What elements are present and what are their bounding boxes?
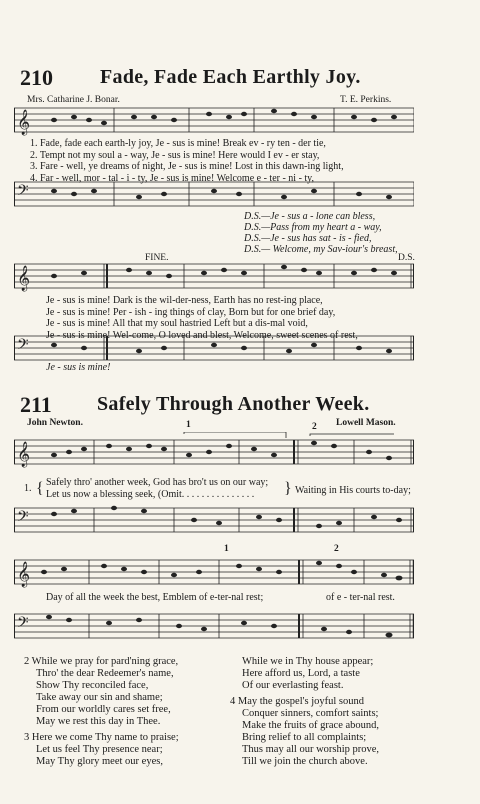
hymn-210-refrain-tail: Je - sus is mine! xyxy=(46,362,111,373)
hymn-210-stanza-line-3: 3. Fare - well, ye dreams of night, Je - sus is mine! Lost in this dawn-ing light, xyxy=(30,161,344,172)
stanza-line: Let us feel Thy presence near; xyxy=(36,744,163,755)
stanza-line: May Thy glory meet our eyes, xyxy=(36,756,163,767)
svg-text:𝄢: 𝄢 xyxy=(17,182,29,202)
hymn-211-title: Safely Through Another Week. xyxy=(97,393,370,415)
stanza-line: Thro' the dear Redeemer's name, xyxy=(36,668,174,679)
hymn-210-ds-line-4: D.S.— Welcome, my Sav-iour's breast, xyxy=(244,244,398,255)
svg-text:𝄞: 𝄞 xyxy=(17,265,31,290)
second-line-ending-1-label: 1 xyxy=(224,544,229,554)
svg-text:𝄢: 𝄢 xyxy=(17,336,29,356)
ds-label: D.S. xyxy=(398,253,415,263)
svg-text:𝄞: 𝄞 xyxy=(17,561,31,586)
hymn-210-stanza-line-2: 2. Tempt not my soul a - way, Je - sus is mine! Here would I ev - er stay, xyxy=(30,149,320,161)
hymn-210-bass-staff-2 xyxy=(14,333,414,363)
stanza-line: 2 While we pray for pard'ning grace, xyxy=(24,656,179,667)
hymn-210-treble-staff-1 xyxy=(14,104,414,138)
hymn-210-ds-line-2: D.S.—Pass from my heart a - way, xyxy=(244,222,382,233)
stanzas-right-column xyxy=(230,656,379,768)
stanzas-left-column xyxy=(24,656,179,768)
svg-text:𝄢: 𝄢 xyxy=(17,508,29,528)
hymn-210-treble-staff-2 xyxy=(14,260,414,294)
hymn-210-stanza-line-4: 4. Far - well, mor - tal - i - ty, Je - sus is mine! Welcome e - ter - ni - ty, xyxy=(30,172,315,184)
hymn-211-line-a: Safely thro' another week, God has bro't us on our way; xyxy=(46,477,269,488)
hymn-211-line-b-tail: Waiting in His courts to-day; xyxy=(295,485,411,496)
hymn-210-title: Fade, Fade Each Earthly Joy. xyxy=(100,66,361,88)
left-brace-icon: { xyxy=(36,480,44,497)
hymn-210-bass-staff-1 xyxy=(14,178,414,212)
svg-text:𝄢: 𝄢 xyxy=(17,614,29,634)
hymn-210-ds-line-1: D.S.—Je - sus a - lone can bless, xyxy=(244,211,376,222)
hymn-210-refrain-line-2: Je - sus is mine! Per - ish - ing things of clay, Born but for one brief day, xyxy=(46,306,336,318)
second-ending-label: 2 xyxy=(312,422,317,432)
stanza-line: Here afford us, Lord, a taste xyxy=(242,668,360,679)
stanza-line: Thus may all our worship prove, xyxy=(242,744,380,755)
hymn-211-treble-staff-1 xyxy=(14,432,414,476)
hymn-211-line-c: Day of all the week the best, Emblem of e-ter-nal rest; xyxy=(46,592,264,603)
right-brace-icon: } xyxy=(284,480,292,497)
fine-label: FINE. xyxy=(145,253,169,263)
hymn-211-bass-staff-1 xyxy=(14,500,414,540)
stanza-line: Show Thy reconciled face, xyxy=(36,680,149,691)
stanza-line: 4 May the gospel's joyful sound xyxy=(230,696,365,707)
stanza-line: May we rest this day in Thee. xyxy=(36,716,161,727)
hymn-211-author: John Newton. xyxy=(27,418,83,428)
svg-text:𝄞: 𝄞 xyxy=(17,441,31,466)
stanza-line: Bring relief to all complaints; xyxy=(242,732,367,743)
hymn-210-refrain-line-3: Je - sus is mine! All that my soul hastried Left but a dis-mal void, xyxy=(46,318,308,329)
stanza-line: Conquer sinners, comfort saints; xyxy=(242,708,379,719)
hymn-211-line-c-tail: of e - ter-nal rest. xyxy=(326,592,395,603)
hymn-210-author: Mrs. Catharine J. Bonar. xyxy=(27,95,120,105)
second-line-ending-2-label: 2 xyxy=(334,544,339,554)
hymn-211-treble-staff-2 xyxy=(14,552,414,592)
hymn-211-number: 211 xyxy=(20,392,52,417)
first-ending-label: 1 xyxy=(186,420,191,430)
stanza-line: Till we join the church above. xyxy=(242,756,368,767)
stanza-line: From our worldly cares set free, xyxy=(36,704,171,715)
hymn-210-stanza-line-1: 1. Fade, fade each earth-ly joy, Je - sus is mine! Break ev - ry ten - der tie, xyxy=(30,138,326,149)
hymn-210-refrain-line-1: Je - sus is mine! Dark is the wil-der-ness, Earth has no rest-ing place, xyxy=(46,295,323,306)
hymn-211-bass-staff-2 xyxy=(14,606,414,646)
stanza-line: 3 Here we come Thy name to praise; xyxy=(24,732,179,743)
hymn-211-verse-number: 1. xyxy=(24,483,32,494)
hymn-211-composer: Lowell Mason. xyxy=(336,418,396,428)
hymn-210-number: 210 xyxy=(20,65,53,90)
svg-text:𝄞: 𝄞 xyxy=(17,109,31,134)
stanza-line: Make the fruits of grace abound, xyxy=(242,720,380,731)
stanza-line: Take away our sin and shame; xyxy=(36,692,163,703)
hymn-211-line-b: Let us now a blessing seek, (Omit. . . . . . . . . . . . . . . xyxy=(46,489,255,500)
hymn-210-composer: T. E. Perkins. xyxy=(340,95,392,105)
hymn-210-ds-line-3: D.S.—Je - sus has sat - is - fied, xyxy=(244,233,372,244)
stanza-line: While we in Thy house appear; xyxy=(242,656,374,667)
stanza-line: Of our everlasting feast. xyxy=(242,680,344,691)
hymn-210-refrain-line-4: Je - sus is mine! Wel-come, O loved and blest, Welcome, sweet scenes of rest, xyxy=(46,329,358,341)
